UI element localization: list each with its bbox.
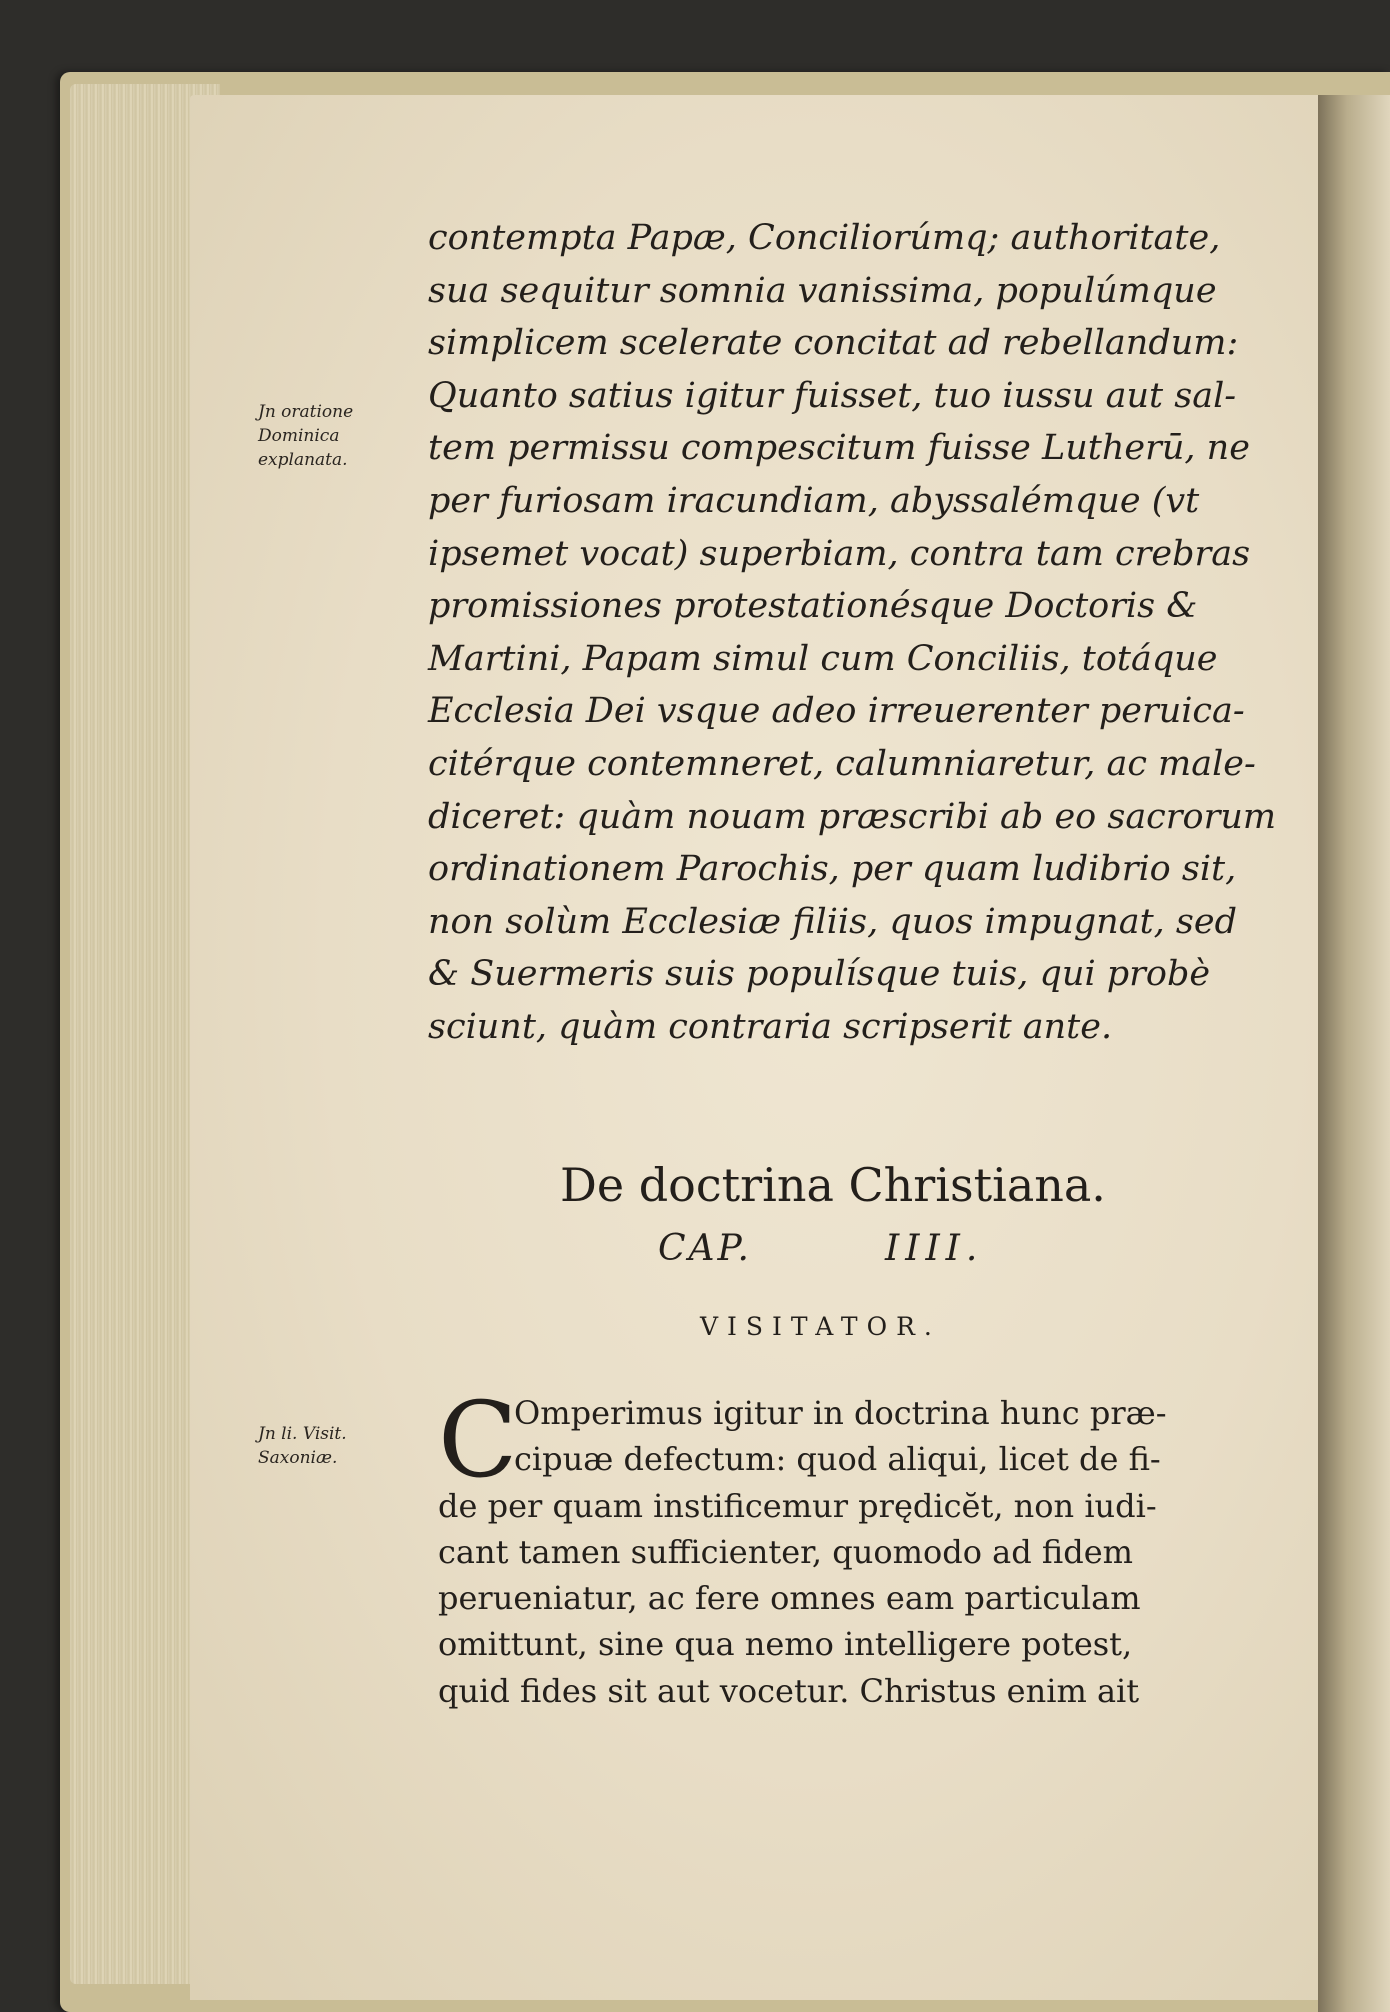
- margin-note-line: explanata.: [258, 450, 348, 470]
- text-line: omittunt, sine qua nemo intelligere potest,: [438, 1625, 1133, 1664]
- text-line: simplicem scelerate concitat ad rebellandum:: [428, 323, 1239, 364]
- text-line: Omperimus igitur in doctrina hunc præ-: [514, 1394, 1167, 1432]
- text-line: Quanto satius igitur fuisset, tuo iussu aut sal-: [428, 375, 1237, 416]
- text-line: cant tamen sufficienter, quomodo ad fidem: [438, 1532, 1133, 1571]
- chapter-cap-label: CAP.: [658, 1228, 752, 1269]
- text-line: ipsemet vocat) superbiam, contra tam crebras: [428, 533, 1251, 574]
- text-line: cipuæ defectum: quod aliqui, licet de fi-: [514, 1440, 1161, 1479]
- chapter-title: De doctrina Christiana.: [560, 1158, 1106, 1212]
- chapter-number: IIII.: [885, 1228, 984, 1269]
- text-line: tem permissu compescitum fuisse Lutherū, ne: [428, 428, 1250, 469]
- drop-cap: C: [438, 1379, 518, 1501]
- text-line: non solùm Ecclesiæ filiis, quos impugnat, sed: [428, 901, 1237, 942]
- margin-note-line: Jn li. Visit.: [258, 1424, 347, 1444]
- text-line: promissiones protestationésque Doctoris &: [428, 586, 1198, 627]
- text-line: Martini, Papam simul cum Conciliis, totáque: [428, 638, 1218, 679]
- book-gutter: [1318, 95, 1390, 2012]
- text-line: diceret: quàm nouam præscribi ab eo sacrorum: [428, 796, 1277, 837]
- text-line: citérque contemneret, calumniaretur, ac male-: [428, 743, 1256, 784]
- text-line: sua sequitur somnia vanissima, populúmque: [428, 270, 1217, 311]
- text-line: contempta Papæ, Conciliorúmq; authoritate,: [428, 218, 1221, 258]
- text-line: ordinationem Parochis, per quam ludibrio sit,: [428, 849, 1237, 890]
- margin-note-line: Jn oratione: [258, 402, 354, 422]
- text-line: sciunt, quàm contraria scripserit ante.: [428, 1006, 1113, 1047]
- speaker-heading: VISITATOR.: [700, 1312, 941, 1341]
- text-line: perueniatur, ac fere omnes eam particulam: [438, 1579, 1141, 1618]
- margin-note-line: Saxoniæ.: [258, 1448, 338, 1468]
- italic-paragraph: [428, 212, 1277, 1054]
- text-line: per furiosam iracundiam, abyssalémque (vt: [428, 480, 1200, 521]
- roman-paragraph: [438, 1379, 1258, 1714]
- margin-note-oratione: [258, 400, 408, 472]
- margin-note-line: Dominica: [258, 426, 340, 446]
- margin-note-visit: [258, 1422, 408, 1470]
- text-line: & Suermeris suis populísque tuis, qui probè: [428, 954, 1211, 995]
- text-line: de per quam instificemur prędicĕt, non iudi-: [438, 1486, 1157, 1525]
- text-line: quid fides sit aut vocetur. Christus enim ait: [438, 1671, 1140, 1710]
- text-line: Ecclesia Dei vsque adeo irreuerenter peruica-: [428, 691, 1245, 732]
